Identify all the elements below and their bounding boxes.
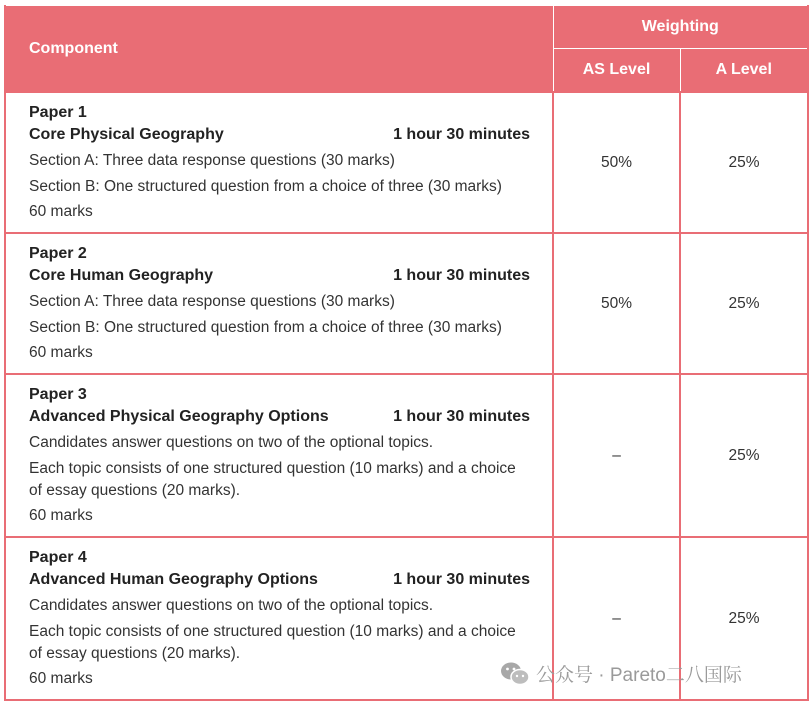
header-weighting: Weighting bbox=[553, 6, 808, 49]
paper-marks: 60 marks bbox=[29, 203, 93, 220]
paper-marks: 60 marks bbox=[29, 670, 93, 687]
paper-detail: Each topic consists of one structured question (10 marks) and a choice of essay questions (20 marks). bbox=[29, 460, 516, 499]
paper-detail: Section B: One structured question from a choice of three (30 marks) bbox=[29, 178, 502, 195]
watermark bbox=[500, 660, 742, 687]
paper-name: Paper 4 bbox=[29, 549, 87, 566]
watermark-text: 公众号 · Pareto二八国际 bbox=[536, 665, 742, 686]
component-cell bbox=[5, 537, 553, 700]
paper-title-line bbox=[29, 406, 530, 428]
header-component: Component bbox=[5, 6, 553, 93]
component-cell bbox=[5, 92, 553, 233]
paper-detail: Section B: One structured question from a choice of three (30 marks) bbox=[29, 319, 502, 336]
paper-detail: Section A: Three data response questions (30 marks) bbox=[29, 152, 395, 169]
table-row bbox=[5, 92, 808, 233]
paper-detail: Candidates answer questions on two of the optional topics. bbox=[29, 597, 434, 614]
paper-name: Paper 2 bbox=[29, 245, 87, 262]
a-level-weight: 25% bbox=[680, 92, 808, 233]
component-cell bbox=[5, 233, 553, 374]
paper-title: Advanced Physical Geography Options bbox=[29, 408, 329, 425]
assessment-table bbox=[4, 5, 809, 701]
paper-name: Paper 1 bbox=[29, 104, 87, 121]
table-header bbox=[5, 6, 808, 93]
paper-title: Advanced Human Geography Options bbox=[29, 571, 318, 588]
table-row bbox=[5, 374, 808, 537]
a-level-weight: 25% bbox=[680, 233, 808, 374]
as-level-weight: – bbox=[553, 537, 680, 700]
table-row bbox=[5, 233, 808, 374]
header-as-level: AS Level bbox=[553, 49, 680, 93]
paper-duration: 1 hour 30 minutes bbox=[393, 126, 530, 143]
paper-marks: 60 marks bbox=[29, 507, 93, 524]
paper-title: Core Physical Geography bbox=[29, 126, 224, 143]
a-level-weight: 25% bbox=[680, 374, 808, 537]
paper-name: Paper 3 bbox=[29, 386, 87, 403]
paper-marks: 60 marks bbox=[29, 344, 93, 361]
wechat-icon bbox=[500, 661, 530, 687]
header-a-level: A Level bbox=[680, 49, 808, 93]
paper-detail: Section A: Three data response questions (30 marks) bbox=[29, 293, 395, 310]
as-level-weight: – bbox=[553, 374, 680, 537]
component-cell bbox=[5, 374, 553, 537]
paper-detail: Candidates answer questions on two of the optional topics. bbox=[29, 434, 434, 451]
a-level-weight: 25% bbox=[680, 537, 808, 700]
paper-duration: 1 hour 30 minutes bbox=[393, 267, 530, 284]
paper-title: Core Human Geography bbox=[29, 267, 214, 284]
paper-duration: 1 hour 30 minutes bbox=[393, 571, 530, 588]
paper-detail: Each topic consists of one structured question (10 marks) and a choice of essay questions (20 marks). bbox=[29, 623, 516, 662]
paper-title-line bbox=[29, 569, 530, 591]
paper-title-line bbox=[29, 124, 530, 146]
paper-duration: 1 hour 30 minutes bbox=[393, 408, 530, 425]
as-level-weight: 50% bbox=[553, 233, 680, 374]
table-body bbox=[5, 92, 808, 700]
as-level-weight: 50% bbox=[553, 92, 680, 233]
assessment-table-container bbox=[4, 5, 807, 701]
paper-title-line bbox=[29, 265, 530, 287]
